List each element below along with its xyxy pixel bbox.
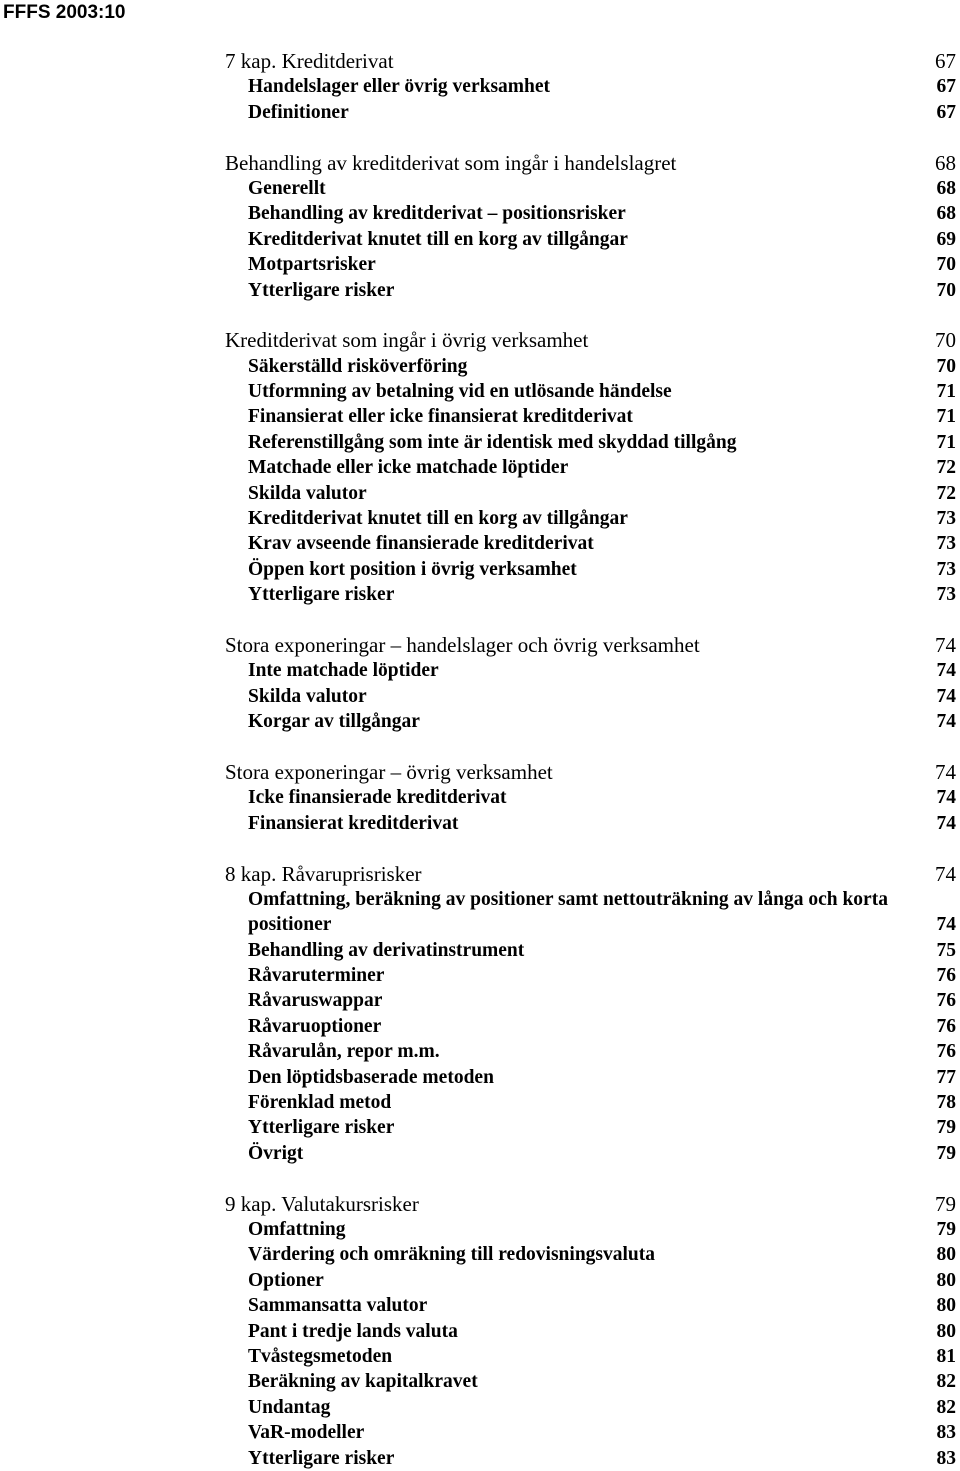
toc-page-number: 79: [936, 1117, 956, 1139]
toc-entry[interactable]: [0, 785, 960, 810]
toc-page-number: 74: [936, 685, 956, 707]
toc-entry[interactable]: [0, 709, 960, 734]
toc-entry[interactable]: [0, 74, 960, 99]
toc-entry[interactable]: [0, 354, 960, 379]
toc-page-number: 73: [936, 533, 956, 555]
toc-entry-label: Beräkning av kapitalkravet: [248, 1371, 478, 1393]
toc-entry[interactable]: [0, 506, 960, 531]
toc-page-number: 74: [936, 711, 956, 733]
toc-entry[interactable]: [0, 1293, 960, 1318]
toc-entry[interactable]: [0, 582, 960, 607]
toc-page-number: 77: [936, 1066, 956, 1088]
toc-entry[interactable]: [0, 531, 960, 556]
toc-entry-label: Utformning av betalning vid en utlösande händelse: [248, 381, 672, 403]
toc-entry[interactable]: [0, 1217, 960, 1242]
toc-page-number: 76: [936, 1041, 956, 1063]
toc-entry-label: Behandling av kreditderivat – positionsrisker: [248, 203, 626, 225]
toc-page-number: 74: [935, 759, 956, 784]
toc-page-number: 76: [936, 990, 956, 1012]
toc-page-number: 80: [936, 1295, 956, 1317]
toc-page-number: 80: [936, 1320, 956, 1342]
toc-page-number: 71: [936, 406, 956, 428]
toc-entry-label: Ytterligare risker: [248, 279, 395, 301]
toc-entry-label: Motpartsrisker: [248, 254, 376, 276]
toc-entry-label: Öppen kort position i övrig verksamhet: [248, 558, 577, 580]
toc-page-number: 81: [936, 1345, 956, 1367]
toc-entry[interactable]: [0, 1039, 960, 1064]
toc-entry[interactable]: [0, 811, 960, 836]
toc-entry-label: 8 kap. Råvaruprisrisker: [225, 861, 422, 886]
section-gap: [0, 836, 960, 861]
toc-entry[interactable]: [0, 988, 960, 1013]
toc-entry-label: Inte matchade löptider: [248, 660, 439, 682]
section-gap: [0, 735, 960, 760]
toc-page-number: 70: [936, 254, 956, 276]
toc-entry-label: Matchade eller icke matchade löptider: [248, 457, 569, 479]
toc-page-number: 75: [936, 939, 956, 961]
toc-page-number: 69: [936, 228, 956, 250]
toc-entry-label: Råvaruterminer: [248, 965, 385, 987]
toc-entry[interactable]: [0, 557, 960, 582]
section-gap: [0, 125, 960, 150]
toc-entry-label: Referenstillgång som inte är identisk med skyddad tillgång: [248, 431, 737, 453]
toc-page-number: 83: [936, 1422, 956, 1444]
toc-entry[interactable]: [0, 1395, 960, 1420]
toc-entry-label: Undantag: [248, 1396, 331, 1418]
toc-heading[interactable]: [0, 862, 960, 887]
toc-entry-label: Pant i tredje lands valuta: [248, 1320, 458, 1342]
toc-page-number: 74: [935, 861, 956, 886]
toc-page-number: 79: [936, 1218, 956, 1240]
toc-entry-label: Säkerställd risköverföring: [248, 355, 468, 377]
toc-entry-label: 7 kap. Kreditderivat: [225, 49, 394, 73]
page-header: FFFS 2003:10: [3, 2, 126, 23]
toc-entry-label: Icke finansierade kreditderivat: [248, 787, 507, 809]
toc-entry-label: Ytterligare risker: [248, 1117, 395, 1139]
toc-entry[interactable]: [0, 100, 960, 125]
toc-entry-label: Skilda valutor: [248, 482, 367, 504]
toc-entry[interactable]: [0, 430, 960, 455]
toc-entry[interactable]: [0, 1446, 960, 1471]
toc-heading[interactable]: [0, 151, 960, 176]
toc-entry[interactable]: [0, 1344, 960, 1369]
toc-heading[interactable]: [0, 1192, 960, 1217]
toc-entry[interactable]: [0, 658, 960, 683]
table-of-contents: [0, 49, 960, 1471]
toc-entry-label: Definitioner: [248, 101, 349, 123]
toc-entry[interactable]: [0, 1420, 960, 1445]
toc-page-number: 79: [935, 1191, 956, 1216]
toc-entry-label: Optioner: [248, 1269, 324, 1291]
toc-page-number: 73: [936, 558, 956, 580]
toc-entry-label: Korgar av tillgångar: [248, 711, 420, 733]
toc-entry[interactable]: [0, 1014, 960, 1039]
section-gap: [0, 303, 960, 328]
toc-page-number: 67: [936, 101, 956, 123]
toc-page-number: 79: [936, 1142, 956, 1164]
toc-entry-label: Omfattning, beräkning av positioner samt nettouträkning av långa och korta positioner: [248, 888, 888, 936]
toc-page-number: 82: [936, 1371, 956, 1393]
toc-page-number: 80: [936, 1244, 956, 1266]
toc-entry[interactable]: [0, 963, 960, 988]
toc-entry-label: Kreditderivat knutet till en korg av tillgångar: [248, 228, 628, 250]
section-gap: [0, 1166, 960, 1191]
toc-page-number: 73: [936, 508, 956, 530]
toc-page-number: 78: [936, 1092, 956, 1114]
toc-page-number: 70: [935, 328, 956, 353]
toc-page-number: 71: [936, 381, 956, 403]
toc-page-number: 76: [936, 1015, 956, 1037]
toc-entry-label: Tvåstegsmetoden: [248, 1345, 393, 1367]
toc-entry-label: VaR-modeller: [248, 1422, 365, 1444]
toc-entry-label: Sammansatta valutor: [248, 1295, 428, 1317]
toc-entry-label: Ytterligare risker: [248, 584, 395, 606]
toc-entry-label: Krav avseende finansierade kreditderivat: [248, 533, 594, 555]
toc-page-number: 70: [936, 355, 956, 377]
toc-page-number: 74: [936, 914, 956, 936]
toc-entry-label: Råvaruswappar: [248, 990, 383, 1012]
toc-entry-label: Råvarulån, repor m.m.: [248, 1041, 440, 1063]
toc-entry[interactable]: [0, 455, 960, 480]
toc-page-number: 68: [936, 177, 956, 199]
toc-page-number: 82: [936, 1396, 956, 1418]
toc-entry-label: Stora exponeringar – handelslager och övrig verksamhet: [225, 632, 700, 657]
toc-entry-label: Handelslager eller övrig verksamhet: [248, 76, 551, 98]
toc-entry-label: Kreditderivat som ingår i övrig verksamhet: [225, 328, 589, 353]
toc-page-number: 71: [936, 431, 956, 453]
toc-entry[interactable]: [0, 1242, 960, 1267]
toc-heading[interactable]: [0, 760, 960, 785]
toc-entry[interactable]: [0, 1369, 960, 1394]
toc-entry[interactable]: [0, 201, 960, 226]
toc-entry-label: Ytterligare risker: [248, 1447, 395, 1469]
toc-entry-label: Finansierat kreditderivat: [248, 812, 459, 834]
toc-entry[interactable]: [0, 481, 960, 506]
toc-entry-label: 9 kap. Valutakursrisker: [225, 1191, 419, 1216]
toc-entry-label: Den löptidsbaserade metoden: [248, 1066, 494, 1088]
toc-entry[interactable]: [0, 1319, 960, 1344]
toc-entry[interactable]: [0, 1268, 960, 1293]
toc-entry[interactable]: [0, 227, 960, 252]
section-gap: [0, 608, 960, 633]
toc-entry[interactable]: [0, 379, 960, 404]
toc-entry-label: Förenklad metod: [248, 1092, 392, 1114]
toc-entry[interactable]: [0, 684, 960, 709]
toc-entry[interactable]: [0, 1115, 960, 1140]
toc-page-number: 80: [936, 1269, 956, 1291]
toc-entry[interactable]: [0, 938, 960, 963]
toc-entry[interactable]: [0, 1141, 960, 1166]
toc-page-number: 74: [936, 660, 956, 682]
toc-entry-label: Finansierat eller icke finansierat kreditderivat: [248, 406, 633, 428]
toc-page-number: 73: [936, 584, 956, 606]
toc-page-number: 74: [936, 787, 956, 809]
toc-page-number: 68: [935, 150, 956, 175]
toc-entry-label: Kreditderivat knutet till en korg av tillgångar: [248, 508, 628, 530]
toc-entry-label: Övrigt: [248, 1142, 304, 1164]
toc-entry-label: Värdering och omräkning till redovisningsvaluta: [248, 1244, 656, 1266]
toc-page-number: 83: [936, 1447, 956, 1469]
toc-page-number: 74: [935, 632, 956, 657]
toc-entry[interactable]: [0, 176, 960, 201]
toc-entry-label: Råvaruoptioner: [248, 1015, 382, 1037]
toc-entry-label: Generellt: [248, 177, 326, 199]
toc-page-number: 72: [936, 482, 956, 504]
toc-entry[interactable]: [0, 1090, 960, 1115]
toc-entry[interactable]: [0, 278, 960, 303]
toc-page-number: 68: [936, 203, 956, 225]
toc-entry-label: Stora exponeringar – övrig verksamhet: [225, 759, 553, 784]
toc-page-number: 67: [936, 76, 956, 98]
toc-entry-label: Behandling av derivatinstrument: [248, 939, 525, 961]
toc-entry[interactable]: [0, 404, 960, 429]
toc-page-number: 72: [936, 457, 956, 479]
toc-heading[interactable]: [0, 633, 960, 658]
toc-page-number: 67: [935, 49, 956, 73]
toc-entry-label: Behandling av kreditderivat som ingår i handelslagret: [225, 150, 677, 175]
toc-heading[interactable]: [0, 49, 960, 74]
toc-entry-label: Skilda valutor: [248, 685, 367, 707]
toc-page-number: 74: [936, 812, 956, 834]
toc-page-number: 70: [936, 279, 956, 301]
toc-page-number: 76: [936, 965, 956, 987]
toc-entry[interactable]: [0, 1065, 960, 1090]
toc-entry[interactable]: [0, 887, 960, 938]
toc-entry-label: Omfattning: [248, 1218, 346, 1240]
toc-heading[interactable]: [0, 328, 960, 353]
toc-entry[interactable]: [0, 252, 960, 277]
